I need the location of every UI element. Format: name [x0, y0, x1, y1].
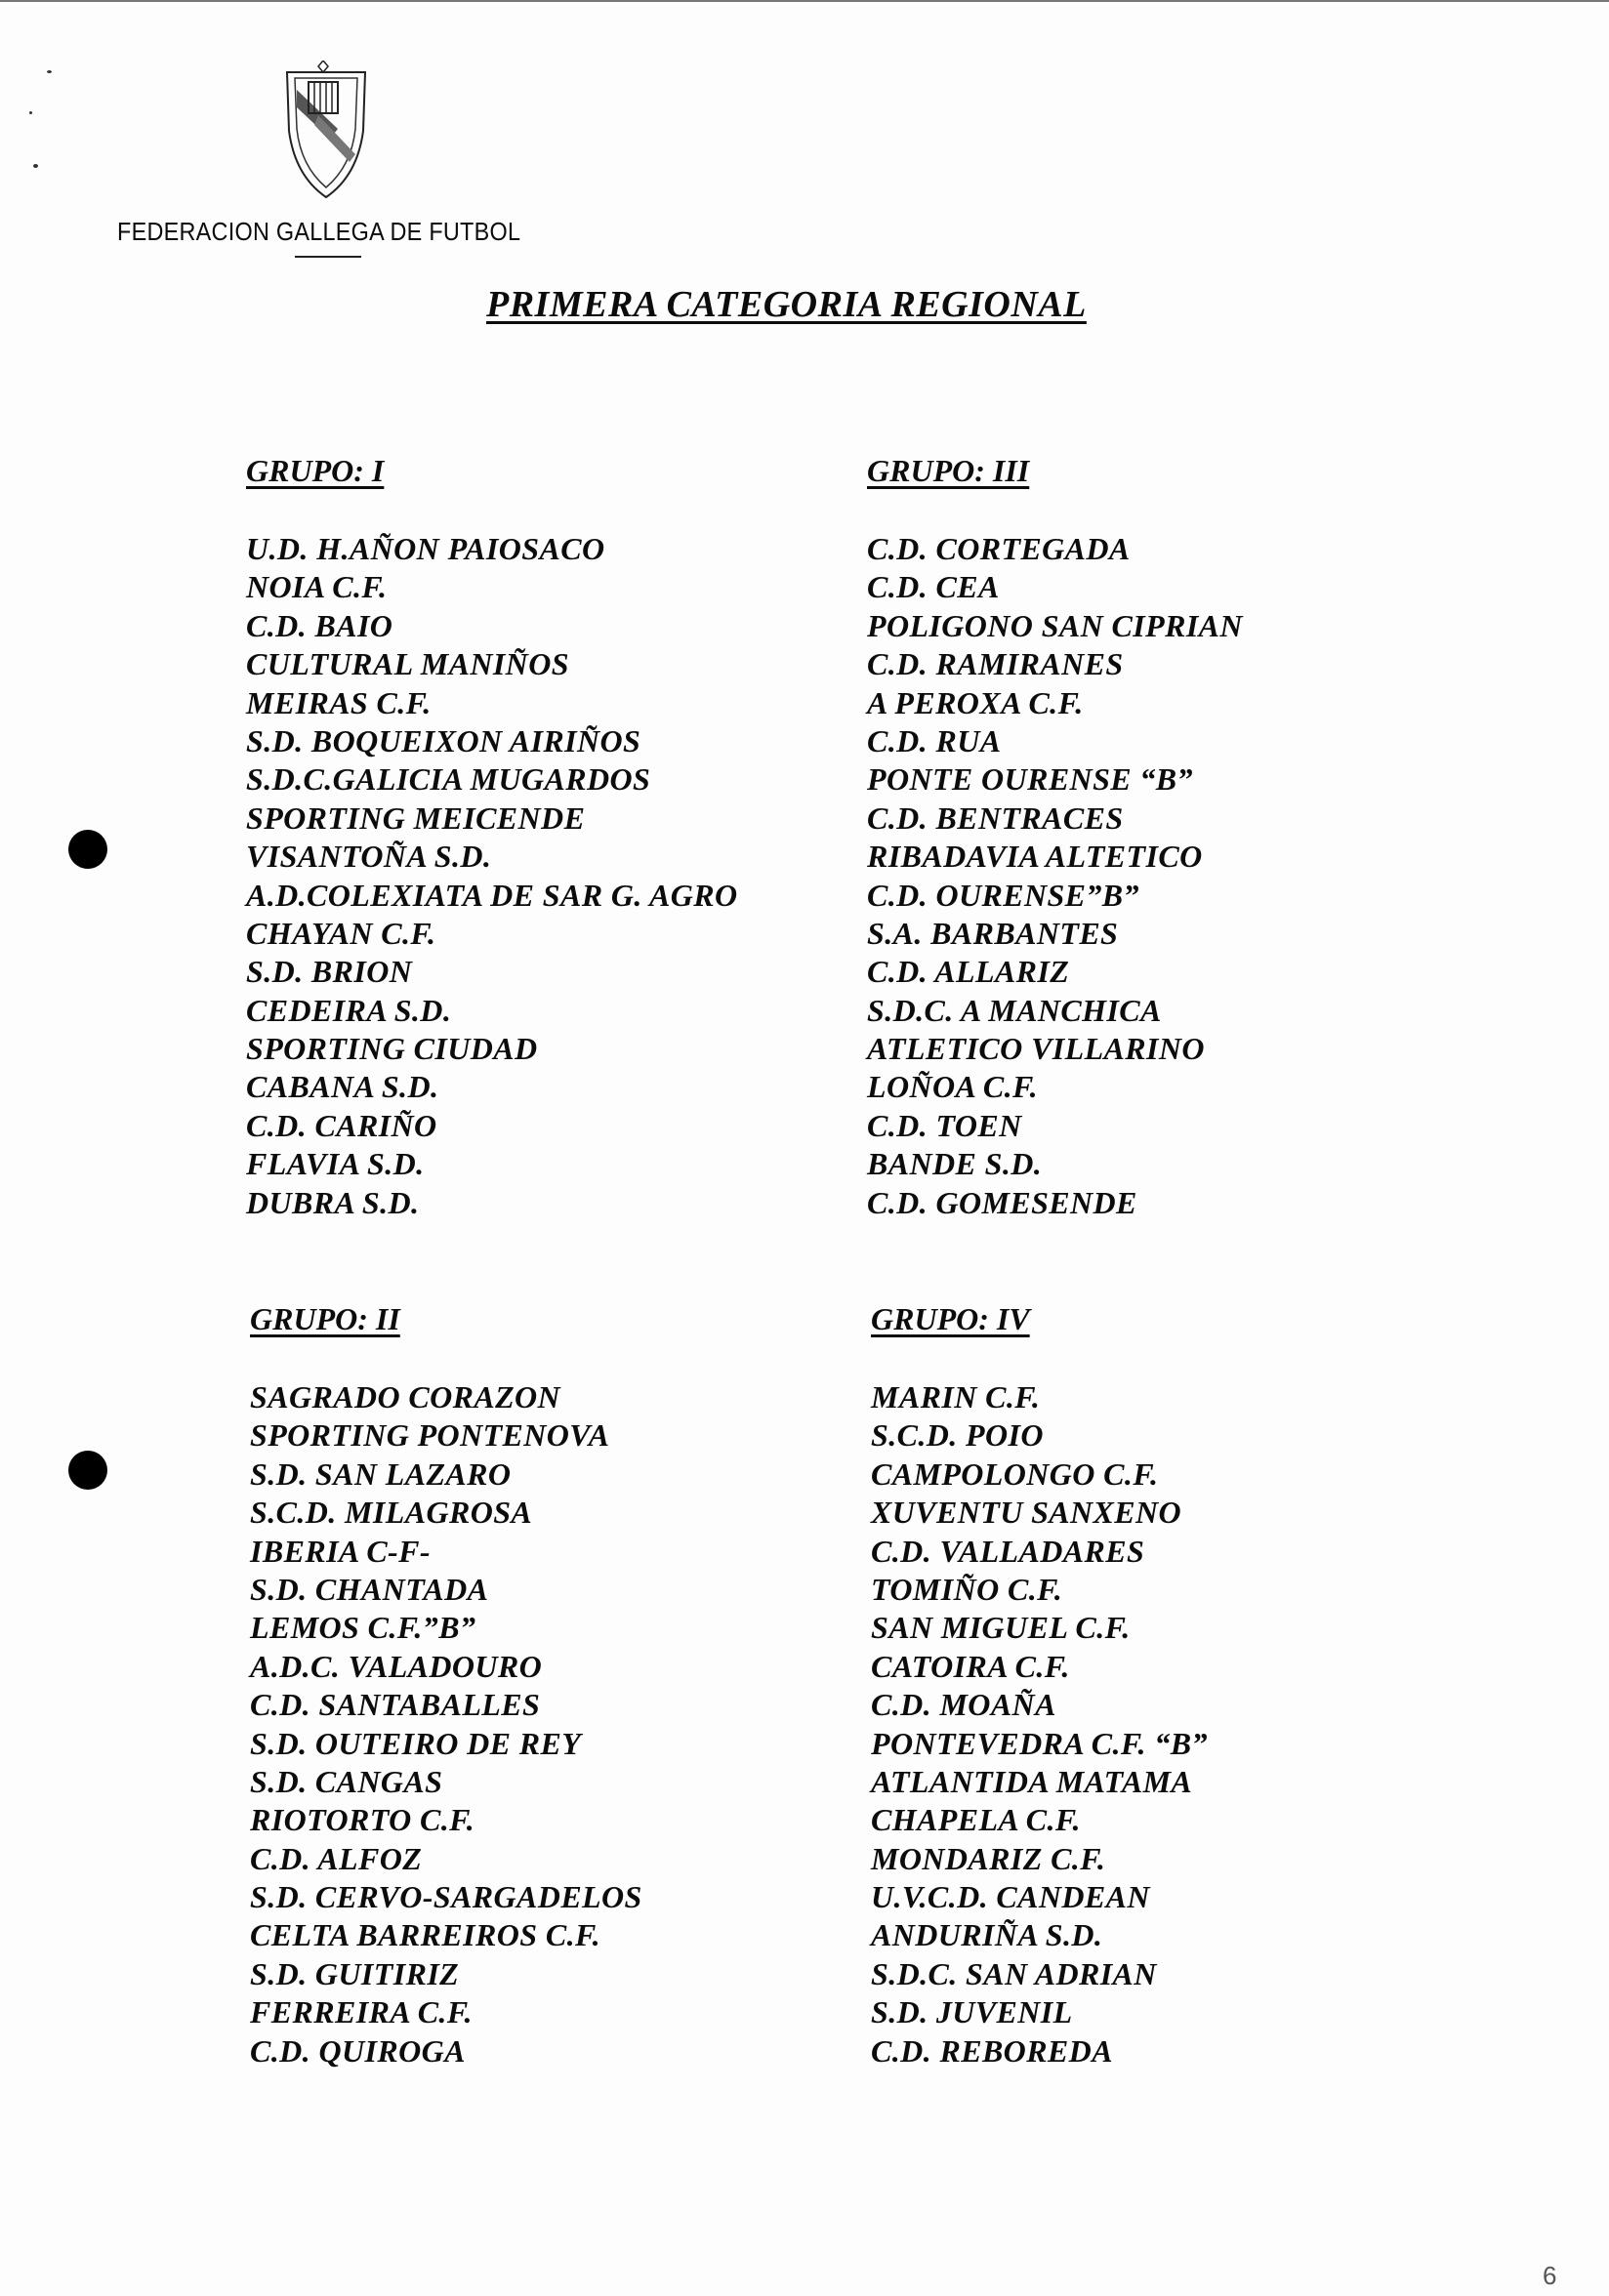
team-name: LOÑOA C.F. — [867, 1069, 1039, 1105]
group-title: GRUPO: III — [867, 453, 1030, 488]
team-name: CHAPELA C.F. — [871, 1802, 1081, 1838]
federation-underline — [295, 256, 361, 258]
team-name: S.D. CERVO-SARGADELOS — [250, 1879, 642, 1915]
federation-name: FEDERACION GALLEGA DE FUTBOL — [117, 217, 521, 246]
page-edge — [0, 0, 1609, 2]
team-name: XUVENTU SANXENO — [871, 1495, 1182, 1531]
team-name: A.D.C. VALADOURO — [250, 1648, 543, 1684]
team-name: S.D. BRION — [246, 954, 413, 990]
team-name: ANDURIÑA S.D. — [871, 1917, 1103, 1953]
team-name: RIOTORTO C.F. — [250, 1802, 475, 1838]
group-2 — [250, 1301, 836, 2070]
team-name: SPORTING PONTENOVA — [250, 1417, 610, 1454]
team-name: ATLETICO VILLARINO — [867, 1031, 1205, 1067]
team-name: S.D.C. SAN ADRIAN — [871, 1955, 1157, 1991]
team-name: C.D. CEA — [867, 569, 1000, 605]
team-name: A.D.COLEXIATA DE SAR G. AGRO — [246, 877, 738, 913]
team-name: SPORTING CIUDAD — [246, 1031, 538, 1067]
team-name: S.C.D. MILAGROSA — [250, 1495, 533, 1531]
team-name: C.D. QUIROGA — [250, 2032, 466, 2069]
team-name: S.D. BOQUEIXON AIRIÑOS — [246, 722, 641, 758]
team-name: CABANA S.D. — [246, 1069, 439, 1105]
team-name: U.D. H.AÑON PAIOSACO — [246, 531, 605, 566]
team-name: C.D. SANTABALLES — [250, 1687, 541, 1723]
team-name: DUBRA S.D. — [246, 1184, 420, 1220]
team-name: C.D. BAIO — [246, 607, 393, 643]
team-name: S.D.C. A MANCHICA — [867, 992, 1162, 1028]
team-name: C.D. ALLARIZ — [867, 954, 1070, 990]
team-name: LEMOS C.F.”B” — [250, 1610, 476, 1646]
group-4 — [871, 1301, 1457, 2070]
team-name: S.D. SAN LAZARO — [250, 1456, 512, 1492]
team-name: MONDARIZ C.F. — [871, 1840, 1106, 1876]
team-name: C.D. OURENSE”B” — [867, 877, 1139, 913]
team-list — [871, 1378, 1457, 2070]
team-name: CEDEIRA S.D. — [246, 992, 452, 1028]
team-name: S.C.D. POIO — [871, 1417, 1044, 1454]
group-title: GRUPO: IV — [871, 1301, 1030, 1336]
team-name: C.D. RAMIRANES — [867, 646, 1124, 682]
team-list — [246, 530, 832, 1222]
team-name: FERREIRA C.F. — [250, 1994, 473, 2030]
team-name: A PEROXA C.F. — [867, 684, 1084, 720]
team-name: U.V.C.D. CANDEAN — [871, 1879, 1150, 1915]
team-name: MARIN C.F. — [871, 1379, 1041, 1414]
team-name: C.D. CARIÑO — [246, 1107, 437, 1143]
team-name: SPORTING MEICENDE — [246, 800, 586, 836]
team-name: CELTA BARREIROS C.F. — [250, 1917, 600, 1953]
team-name: S.D.C.GALICIA MUGARDOS — [246, 761, 651, 798]
team-name: NOIA C.F. — [246, 569, 388, 605]
team-name: C.D. BENTRACES — [867, 800, 1124, 836]
team-name: IBERIA C-F- — [250, 1533, 431, 1569]
team-name: S.D. OUTEIRO DE REY — [250, 1725, 582, 1761]
team-list — [867, 530, 1453, 1222]
group-1 — [246, 453, 832, 1222]
team-name: C.D. ALFOZ — [250, 1840, 423, 1876]
team-name: SAN MIGUEL C.F. — [871, 1610, 1131, 1646]
team-name: CULTURAL MANIÑOS — [246, 646, 569, 682]
group-3 — [867, 453, 1453, 1222]
punch-hole — [68, 1451, 107, 1490]
team-name: TOMIÑO C.F. — [871, 1571, 1063, 1607]
team-name: C.D. MOAÑA — [871, 1687, 1056, 1723]
team-name: MEIRAS C.F. — [246, 684, 432, 720]
team-name: C.D. VALLADARES — [871, 1533, 1145, 1569]
team-name: PONTE OURENSE “B” — [867, 761, 1193, 798]
team-name: VISANTOÑA S.D. — [246, 839, 492, 875]
document-title: PRIMERA CATEGORIA REGIONAL — [486, 284, 1087, 325]
federation-shield-logo — [279, 61, 373, 201]
team-name: POLIGONO SAN CIPRIAN — [867, 607, 1243, 643]
team-name: C.D. GOMESENDE — [867, 1184, 1137, 1220]
team-name: BANDE S.D. — [867, 1146, 1043, 1182]
group-title: GRUPO: I — [246, 453, 385, 488]
scan-speck — [33, 164, 38, 168]
team-name: S.D. JUVENIL — [871, 1994, 1073, 2030]
team-name: C.D. RUA — [867, 722, 1002, 758]
team-name: C.D. CORTEGADA — [867, 531, 1131, 566]
team-name: CATOIRA C.F. — [871, 1648, 1070, 1684]
team-name: FLAVIA S.D. — [246, 1146, 425, 1182]
team-name: RIBADAVIA ALTETICO — [867, 839, 1203, 875]
team-name: S.D. CHANTADA — [250, 1571, 489, 1607]
punch-hole — [68, 830, 107, 869]
team-list — [250, 1378, 836, 2070]
scan-speck — [29, 111, 32, 114]
team-name: C.D. REBOREDA — [871, 2032, 1113, 2069]
team-name: C.D. TOEN — [867, 1107, 1022, 1143]
team-name: S.D. GUITIRIZ — [250, 1955, 460, 1991]
team-name: S.A. BARBANTES — [867, 915, 1119, 951]
team-name: PONTEVEDRA C.F. “B” — [871, 1725, 1208, 1761]
scan-speck — [47, 70, 52, 73]
team-name: SAGRADO CORAZON — [250, 1379, 561, 1414]
team-name: CHAYAN C.F. — [246, 915, 436, 951]
team-name: CAMPOLONGO C.F. — [871, 1456, 1159, 1492]
page-number: 6 — [1543, 2261, 1557, 2290]
team-name: ATLANTIDA MATAMA — [871, 1763, 1193, 1799]
group-title: GRUPO: II — [250, 1301, 400, 1336]
team-name: S.D. CANGAS — [250, 1763, 443, 1799]
